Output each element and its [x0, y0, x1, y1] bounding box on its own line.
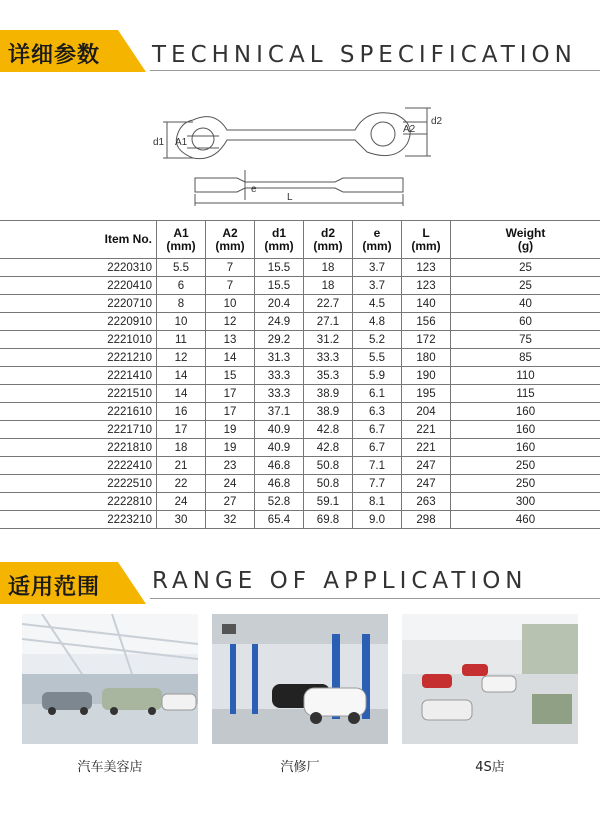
car-dealership-photo [402, 614, 578, 744]
cell-l: 172 [402, 331, 451, 349]
spec-section-header [0, 18, 600, 88]
cell-l: 263 [402, 493, 451, 511]
cell-a2: 7 [206, 259, 255, 277]
col-header-a1: A1 (mm) [157, 221, 206, 259]
cell-d2: 50.8 [304, 475, 353, 493]
cell-item-no: 2220910 [0, 313, 157, 331]
caption-car-beauty-shop: 汽车美容店 [77, 760, 143, 775]
application-title-en: RANGE OF APPLICATION [152, 568, 528, 594]
cell-item-no: 2220310 [0, 259, 157, 277]
col-header-d1: d1 (mm) [255, 221, 304, 259]
cell-a1: 30 [157, 511, 206, 529]
table-row [0, 475, 600, 493]
cell-a1: 14 [157, 385, 206, 403]
table-row [0, 385, 600, 403]
cell-d2: 38.9 [304, 385, 353, 403]
cell-a1: 21 [157, 457, 206, 475]
cell-e: 6.1 [353, 385, 402, 403]
cell-d1: 37.1 [255, 403, 304, 421]
cell-l: 123 [402, 277, 451, 295]
cell-weight: 25 [451, 277, 600, 295]
cell-item-no: 2221610 [0, 403, 157, 421]
cell-weight: 250 [451, 475, 600, 493]
cell-a1: 5.5 [157, 259, 206, 277]
spec-title-tag [0, 30, 150, 72]
cell-d1: 46.8 [255, 475, 304, 493]
cell-weight: 85 [451, 349, 600, 367]
cell-weight: 160 [451, 421, 600, 439]
cell-weight: 75 [451, 331, 600, 349]
cell-a1: 24 [157, 493, 206, 511]
cell-a1: 6 [157, 277, 206, 295]
table-row [0, 331, 600, 349]
cell-d1: 31.3 [255, 349, 304, 367]
cell-l: 195 [402, 385, 451, 403]
cell-item-no: 2221010 [0, 331, 157, 349]
label-a2: A2 [403, 124, 416, 135]
cell-weight: 160 [451, 439, 600, 457]
cell-e: 4.8 [353, 313, 402, 331]
cell-l: 123 [402, 259, 451, 277]
col-header-weight: Weight (g) [451, 221, 600, 259]
cell-e: 6.7 [353, 439, 402, 457]
cell-weight: 160 [451, 403, 600, 421]
cell-d1: 52.8 [255, 493, 304, 511]
auto-repair-shop-photo [212, 614, 388, 744]
cell-l: 190 [402, 367, 451, 385]
cell-d2: 42.8 [304, 439, 353, 457]
cell-l: 221 [402, 421, 451, 439]
cell-item-no: 2222410 [0, 457, 157, 475]
application-section-header [0, 550, 600, 620]
cell-e: 7.7 [353, 475, 402, 493]
cell-e: 7.1 [353, 457, 402, 475]
cell-e: 3.7 [353, 277, 402, 295]
cell-e: 4.5 [353, 295, 402, 313]
table-row [0, 349, 600, 367]
cell-a2: 32 [206, 511, 255, 529]
cell-l: 221 [402, 439, 451, 457]
spec-header-rule [150, 70, 600, 71]
table-row [0, 259, 600, 277]
cell-a1: 8 [157, 295, 206, 313]
cell-d1: 40.9 [255, 421, 304, 439]
cell-a2: 10 [206, 295, 255, 313]
cell-e: 3.7 [353, 259, 402, 277]
cell-item-no: 2222810 [0, 493, 157, 511]
cell-d1: 20.4 [255, 295, 304, 313]
cell-d2: 69.8 [304, 511, 353, 529]
table-row [0, 493, 600, 511]
car-beauty-shop-photo [22, 614, 198, 744]
cell-weight: 460 [451, 511, 600, 529]
label-d1: d1 [153, 137, 165, 148]
cell-a2: 19 [206, 439, 255, 457]
label-e: e [251, 184, 257, 195]
cell-item-no: 2220410 [0, 277, 157, 295]
cell-item-no: 2223210 [0, 511, 157, 529]
table-row [0, 439, 600, 457]
cell-a1: 18 [157, 439, 206, 457]
cell-a2: 12 [206, 313, 255, 331]
cell-d2: 18 [304, 277, 353, 295]
cell-item-no: 2221410 [0, 367, 157, 385]
cell-item-no: 2221810 [0, 439, 157, 457]
cell-a2: 24 [206, 475, 255, 493]
caption-auto-repair-shop: 汽修厂 [280, 760, 320, 775]
cell-weight: 60 [451, 313, 600, 331]
cell-item-no: 2221510 [0, 385, 157, 403]
cell-d1: 65.4 [255, 511, 304, 529]
cell-e: 9.0 [353, 511, 402, 529]
cell-l: 180 [402, 349, 451, 367]
cell-d2: 50.8 [304, 457, 353, 475]
cell-a2: 13 [206, 331, 255, 349]
label-a1: A1 [175, 137, 188, 148]
spec-table [0, 220, 600, 529]
cell-a1: 16 [157, 403, 206, 421]
table-row [0, 511, 600, 529]
cell-l: 140 [402, 295, 451, 313]
cell-a2: 17 [206, 403, 255, 421]
cell-l: 247 [402, 475, 451, 493]
cell-a1: 17 [157, 421, 206, 439]
cell-weight: 300 [451, 493, 600, 511]
application-header-rule [150, 598, 600, 599]
col-header-a2: A2 (mm) [206, 221, 255, 259]
cell-e: 8.1 [353, 493, 402, 511]
cell-item-no: 2221710 [0, 421, 157, 439]
cell-d2: 18 [304, 259, 353, 277]
cell-d2: 27.1 [304, 313, 353, 331]
cell-a1: 10 [157, 313, 206, 331]
cell-d1: 40.9 [255, 439, 304, 457]
cell-d2: 33.3 [304, 349, 353, 367]
table-row [0, 457, 600, 475]
spec-table-header-row [0, 221, 600, 259]
cell-a2: 14 [206, 349, 255, 367]
cell-d1: 15.5 [255, 277, 304, 295]
cell-d1: 29.2 [255, 331, 304, 349]
cell-a1: 12 [157, 349, 206, 367]
cell-a2: 23 [206, 457, 255, 475]
cell-d1: 33.3 [255, 385, 304, 403]
cell-e: 5.9 [353, 367, 402, 385]
label-d2: d2 [431, 116, 443, 127]
spec-table-body [0, 259, 600, 529]
cell-weight: 40 [451, 295, 600, 313]
cell-d2: 22.7 [304, 295, 353, 313]
cell-l: 156 [402, 313, 451, 331]
col-header-item: Item No. [0, 221, 157, 259]
cell-a1: 22 [157, 475, 206, 493]
cell-d2: 35.3 [304, 367, 353, 385]
caption-car-dealership: 4S店 [475, 760, 505, 775]
cell-weight: 25 [451, 259, 600, 277]
label-l: L [287, 192, 293, 203]
cell-a2: 15 [206, 367, 255, 385]
cell-d2: 38.9 [304, 403, 353, 421]
cell-weight: 115 [451, 385, 600, 403]
cell-weight: 110 [451, 367, 600, 385]
cell-e: 6.7 [353, 421, 402, 439]
cell-item-no: 2222510 [0, 475, 157, 493]
table-row [0, 367, 600, 385]
table-row [0, 403, 600, 421]
cell-d2: 59.1 [304, 493, 353, 511]
cell-d1: 46.8 [255, 457, 304, 475]
cell-e: 5.5 [353, 349, 402, 367]
cell-item-no: 2220710 [0, 295, 157, 313]
cell-a2: 27 [206, 493, 255, 511]
cell-a1: 11 [157, 331, 206, 349]
cell-weight: 250 [451, 457, 600, 475]
wrench-diagram [145, 100, 455, 220]
cell-a2: 7 [206, 277, 255, 295]
col-header-e: e (mm) [353, 221, 402, 259]
col-header-d2: d2 (mm) [304, 221, 353, 259]
table-row [0, 295, 600, 313]
cell-d1: 33.3 [255, 367, 304, 385]
table-row [0, 277, 600, 295]
cell-d1: 24.9 [255, 313, 304, 331]
cell-d2: 31.2 [304, 331, 353, 349]
cell-a2: 19 [206, 421, 255, 439]
application-title-zh: 适用范围 [8, 575, 101, 600]
cell-a1: 14 [157, 367, 206, 385]
cell-item-no: 2221210 [0, 349, 157, 367]
cell-a2: 17 [206, 385, 255, 403]
spec-title-zh: 详细参数 [8, 43, 101, 68]
spec-title-en: TECHNICAL SPECIFICATION [152, 42, 577, 68]
table-row [0, 313, 600, 331]
cell-e: 6.3 [353, 403, 402, 421]
cell-d2: 42.8 [304, 421, 353, 439]
cell-l: 204 [402, 403, 451, 421]
cell-d1: 15.5 [255, 259, 304, 277]
table-row [0, 421, 600, 439]
application-title-tag [0, 562, 150, 604]
cell-e: 5.2 [353, 331, 402, 349]
cell-l: 298 [402, 511, 451, 529]
cell-l: 247 [402, 457, 451, 475]
col-header-l: L (mm) [402, 221, 451, 259]
